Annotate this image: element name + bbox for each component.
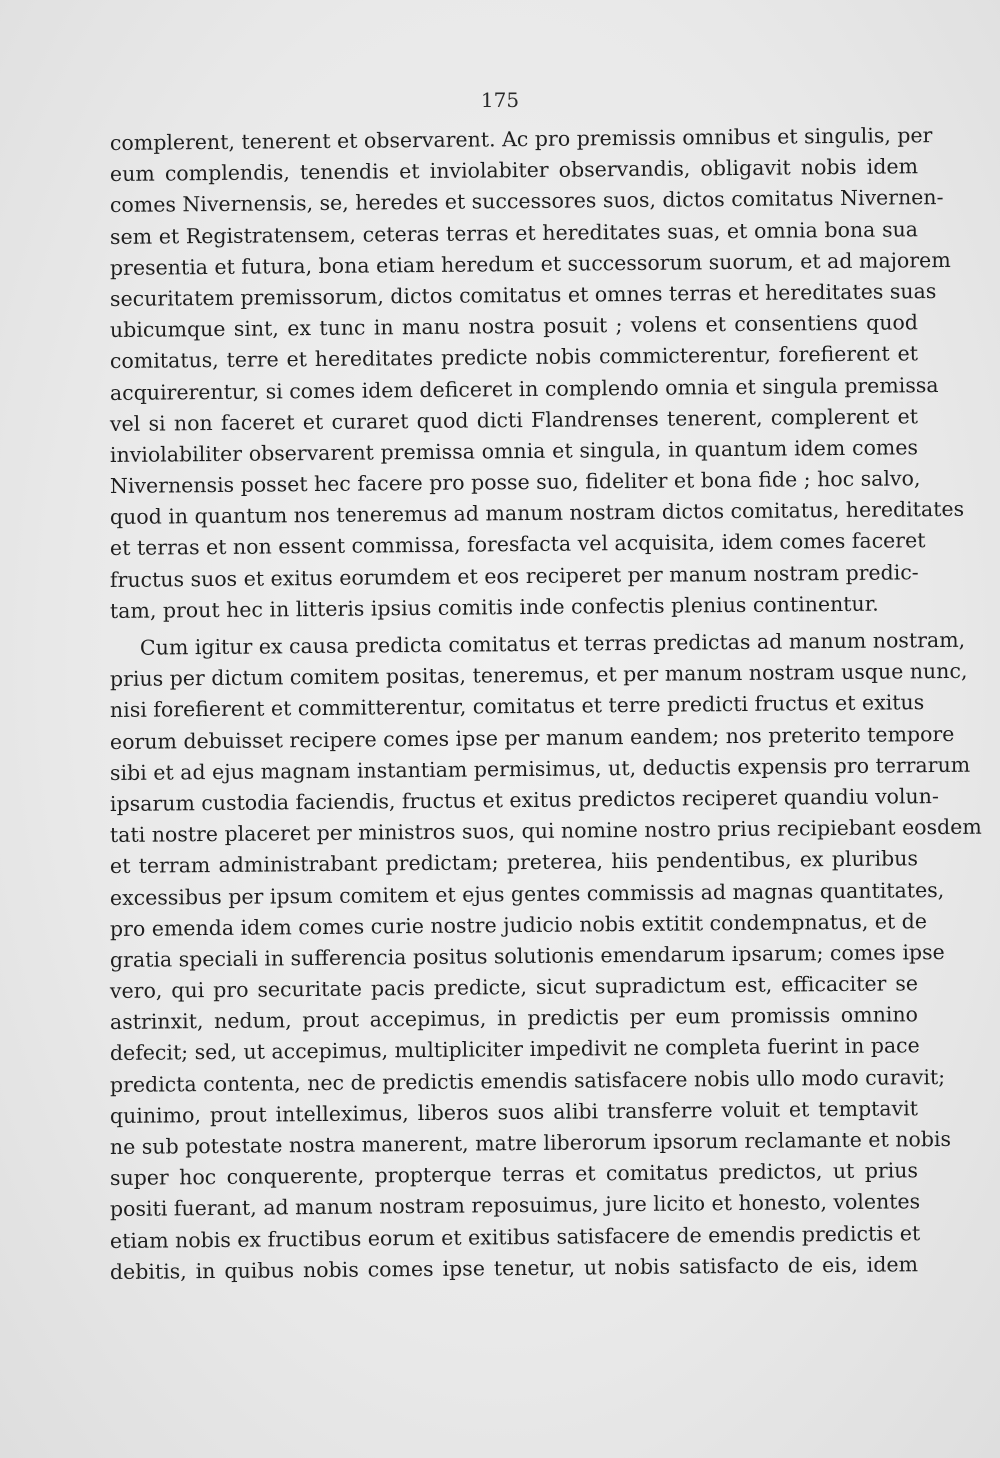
text-line: presentia et futura, bona etiam heredum et successorum suorum, et ad majorem (109, 247, 951, 280)
text-line: ubicumque sint, ex tunc in manu nostra posuit ; volens et consentiens quod (109, 310, 919, 343)
text-line: debitis, in quibus nobis comes ipse tenetur, ut nobis satisfacto de eis, idem (109, 1251, 919, 1284)
text-line: Cum igitur ex causa predicta comitatus et terras predictas ad manum nostram, (139, 627, 966, 660)
text-line: comitatus, terre et hereditates predicte nobis commicterentur, forefierent et (109, 341, 919, 374)
text-line: predicta contenta, nec de predictis emendis satisfacere nobis ullo modo curavit; (109, 1064, 946, 1097)
text-line: nisi forefierent et committerentur, comitatus et terre predicti fructus et exitus (109, 690, 925, 723)
text-line: eum complendis, tenendis et inviolabiter observandis, obligavit nobis idem (109, 154, 919, 187)
text-line: ne sub potestate nostra manerent, matre liberorum ipsorum reclamante et nobis (109, 1126, 952, 1159)
text-line: pro emenda idem comes curie nostre judicio nobis extitit condempnatus, et de (109, 908, 928, 941)
text-line: acquirerentur, si comes idem deficeret in complendo omnia et singula premissa (109, 372, 939, 405)
text-line: positi fuerant, ad manum nostram reposuimus, jure licito et honesto, volentes (109, 1189, 921, 1222)
paragraph-2 (109, 627, 982, 1288)
text-line: defecit; sed, ut accepimus, multipliciter impedivit ne completa fuerint in pace (109, 1033, 920, 1066)
text-line: inviolabiliter observarent premissa omnia et singula, in quantum idem comes (109, 435, 919, 467)
text-line: sibi et ad ejus magnam instantiam permisimus, ut, deductis expensis pro terrarum (109, 752, 971, 785)
text-line: tam, prout hec in litteris ipsius comitis inde confectis plenius continentur. (109, 591, 879, 623)
paragraph-1 (109, 123, 965, 627)
body-text (109, 123, 982, 1288)
text-line: tati nostre placeret per ministros suos, qui nomine nostro prius recipiebant eosdem (109, 814, 982, 848)
text-line: etiam nobis ex fructibus eorum et exitibus satisfacere de emendis predictis et (109, 1220, 921, 1253)
text-line: quinimo, prout intelleximus, liberos suos alibi transferre voluit et temptavit (109, 1096, 919, 1128)
text-line: sem et Registratensem, ceteras terras et hereditates suas, et omnia bona sua (109, 216, 919, 249)
text-line: ipsarum custodia faciendis, fructus et exitus predictos reciperet quandiu volun- (109, 783, 939, 816)
text-line: et terras et non essent commissa, foresfacta vel acquisita, idem comes faceret (109, 528, 926, 561)
text-line: vero, qui pro securitate pacis predicte, sicut supradictum est, efficaciter se (109, 971, 919, 1004)
text-line: excessibus per ipsum comitem et ejus gentes commissis ad magnas quantitates, (109, 877, 945, 910)
text-line: securitatem premissorum, dictos comitatus et omnes terras et hereditates suas (109, 279, 937, 311)
text-line: astrinxit, nedum, prout accepimus, in predictis per eum promissis omnino (109, 1002, 919, 1035)
text-line: gratia speciali in sufferencia positus solutionis emendarum ipsarum; comes ipse (109, 939, 945, 972)
page-number: 175 (480, 88, 520, 112)
text-line: vel si non faceret et curaret quod dicti Flandrenses tenerent, complerent et (109, 403, 919, 436)
text-line: Nivernensis posset hec facere pro posse suo, fideliter et bona fide ; hoc salvo, (109, 466, 921, 499)
text-line: quod in quantum nos teneremus ad manum nostram dictos comitatus, hereditates (109, 497, 965, 530)
text-line: fructus suos et exitus eorumdem et eos reciperet per manum nostram predic- (109, 559, 919, 592)
text-line: comes Nivernensis, se, heredes et successores suos, dictos comitatus Nivernen- (109, 185, 944, 218)
text-line: complerent, tenerent et observarent. Ac pro premissis omnibus et singulis, per (109, 123, 933, 155)
text-line: prius per dictum comitem positas, teneremus, et per manum nostram usque nunc, (109, 658, 968, 692)
text-line: et terram administrabant predictam; preterea, hiis pendentibus, ex pluribus (109, 846, 919, 879)
text-line: eorum debuisset recipere comes ipse per manum eandem; nos preterito tempore (109, 721, 955, 754)
text-line: super hoc conquerente, propterque terras et comitatus predictos, ut prius (109, 1158, 919, 1191)
